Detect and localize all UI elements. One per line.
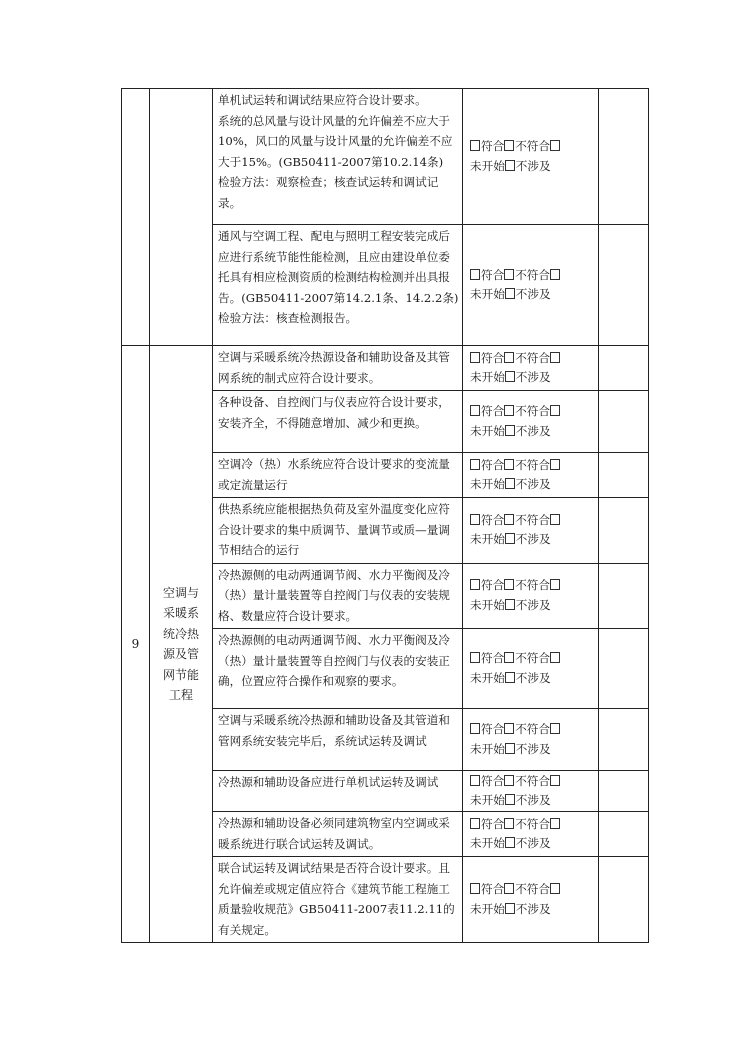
conform-checkbox[interactable] — [470, 579, 480, 590]
requirement-cell: 冷热源侧的电动两通调节阀、水力平衡阀及冷（热）量计量装置等自控阀门与仪表的安装正确，位置应符合操作和观察的要求。 — [213, 629, 463, 709]
requirement-cell: 空调与采暖系统冷热源设备和辅助设备及其管网系统的制式应符合设计要求。 — [213, 346, 463, 391]
not-started-label: 未开始 — [470, 670, 505, 685]
requirement-cell: 冷热源侧的电动两通调节阀、水力平衡阀及冷（热）量计量装置等自控阀门与仪表的安装规格、数量应符合设计要求。 — [213, 563, 463, 629]
conform-label: 符合 — [481, 457, 505, 472]
not-started-label: 未开始 — [470, 370, 505, 384]
conform-label: 符合 — [481, 773, 505, 788]
not-started-label: 未开始 — [470, 423, 505, 438]
not-conform-label: 不符合 — [515, 882, 550, 896]
not-conform-checkbox[interactable] — [504, 818, 514, 829]
not-applicable-checkbox[interactable] — [505, 160, 515, 171]
not-started-checkbox[interactable] — [550, 579, 560, 590]
remarks-cell — [599, 225, 649, 346]
conform-checkbox[interactable] — [470, 140, 480, 151]
not-started-checkbox[interactable] — [550, 352, 560, 363]
not-started-checkbox[interactable] — [550, 514, 560, 525]
not-started-label: 未开始 — [470, 532, 505, 547]
not-started-label: 未开始 — [470, 597, 505, 612]
not-conform-label: 不符合 — [515, 139, 550, 153]
conform-label: 符合 — [481, 404, 505, 418]
section-number: 9 — [122, 346, 150, 943]
not-applicable-label: 不涉及 — [515, 423, 551, 438]
status-options — [463, 709, 599, 771]
not-applicable-label: 不涉及 — [515, 370, 551, 384]
not-started-checkbox[interactable] — [550, 723, 560, 734]
requirement-cell: 空调与采暖系统冷热源和辅助设备及其管道和管网系统安装完毕后，系统试运转及调试 — [213, 709, 463, 771]
not-applicable-label: 不涉及 — [515, 158, 551, 173]
status-options — [463, 346, 599, 391]
not-started-checkbox[interactable] — [550, 775, 560, 786]
category-cell-empty — [150, 89, 213, 346]
status-options — [463, 563, 599, 629]
not-started-checkbox[interactable] — [550, 140, 560, 151]
conform-label: 符合 — [481, 267, 505, 282]
not-started-checkbox[interactable] — [550, 883, 560, 894]
not-applicable-checkbox[interactable] — [505, 903, 515, 914]
remarks-cell — [599, 857, 649, 943]
status-options — [463, 629, 599, 709]
not-started-checkbox[interactable] — [550, 459, 560, 470]
status-options — [463, 453, 599, 498]
conform-checkbox[interactable] — [470, 514, 480, 525]
conform-checkbox[interactable] — [470, 459, 480, 470]
requirement-cell: 联合试运转及调试结果是否符合设计要求。且允许偏差或规定值应符合《建筑节能工程施工质量验收规范》GB50411-2007表11.2.11的有关规定。 — [213, 857, 463, 943]
conform-checkbox[interactable] — [470, 652, 480, 663]
conform-label: 符合 — [481, 816, 505, 831]
not-applicable-label: 不涉及 — [515, 836, 551, 850]
conform-checkbox[interactable] — [470, 405, 480, 416]
not-applicable-label: 不涉及 — [515, 597, 551, 612]
remarks-cell — [599, 453, 649, 498]
conform-label: 符合 — [481, 578, 505, 593]
not-conform-checkbox[interactable] — [504, 269, 514, 280]
conform-checkbox[interactable] — [470, 775, 480, 786]
requirement-cell: 冷热源和辅助设备应进行单机试运转及调试 — [213, 771, 463, 812]
not-conform-checkbox[interactable] — [504, 459, 514, 470]
status-options — [463, 225, 599, 346]
not-applicable-checkbox[interactable] — [505, 837, 515, 848]
remarks-cell — [599, 771, 649, 812]
not-applicable-checkbox[interactable] — [505, 599, 515, 610]
remarks-cell — [599, 89, 649, 225]
not-applicable-label: 不涉及 — [515, 532, 551, 547]
not-applicable-label: 不涉及 — [515, 741, 551, 756]
status-options — [463, 857, 599, 943]
not-applicable-label: 不涉及 — [515, 287, 551, 301]
conform-label: 符合 — [481, 512, 505, 527]
conform-checkbox[interactable] — [470, 352, 480, 363]
remarks-cell — [599, 812, 649, 857]
not-conform-checkbox[interactable] — [504, 883, 514, 894]
not-conform-checkbox[interactable] — [504, 140, 514, 151]
requirement-cell: 供热系统应能根据热负荷及室外温度变化应符合设计要求的集中质调节、量调节或质—量调节相结合的运行 — [213, 498, 463, 564]
not-applicable-checkbox[interactable] — [505, 743, 515, 754]
not-applicable-checkbox[interactable] — [505, 672, 515, 683]
not-conform-label: 不符合 — [515, 651, 550, 665]
requirement-cell: 冷热源和辅助设备必须同建筑物室内空调或采暖系统进行联合试运转及调试。 — [213, 812, 463, 857]
not-conform-label: 不符合 — [515, 404, 550, 418]
not-applicable-label: 不涉及 — [515, 670, 551, 685]
category-name: 空调与 采暖系 统冷热 源及管 网节能 工程 — [150, 346, 213, 943]
not-started-label: 未开始 — [470, 158, 505, 173]
not-applicable-checkbox[interactable] — [505, 794, 515, 805]
not-started-checkbox[interactable] — [550, 818, 560, 829]
table-row — [122, 346, 649, 391]
not-applicable-checkbox[interactable] — [505, 371, 515, 382]
not-started-label: 未开始 — [470, 793, 505, 807]
not-applicable-checkbox[interactable] — [505, 478, 515, 489]
conform-label: 符合 — [481, 139, 505, 153]
not-conform-checkbox[interactable] — [504, 775, 514, 786]
not-applicable-checkbox[interactable] — [505, 425, 515, 436]
requirement-cell: 单机试运转和调试结果应符合设计要求。 系统的总风量与设计风量的允许偏差不应大于10%，风口的风量与设计风量的允许偏差不应大于15%。(GB50411-2007第10.2.14条) 检验方法：观察检查；核查试运转和调试记录。 — [213, 89, 463, 225]
not-started-label: 未开始 — [470, 477, 505, 491]
not-started-label: 未开始 — [470, 901, 505, 916]
remarks-cell — [599, 346, 649, 391]
not-conform-checkbox[interactable] — [504, 352, 514, 363]
not-conform-label: 不符合 — [515, 578, 550, 593]
conform-label: 符合 — [481, 350, 505, 365]
remarks-cell — [599, 709, 649, 771]
not-applicable-label: 不涉及 — [515, 477, 551, 491]
not-started-label: 未开始 — [470, 741, 505, 756]
conform-checkbox[interactable] — [470, 883, 480, 894]
conform-checkbox[interactable] — [470, 818, 480, 829]
not-conform-label: 不符合 — [515, 722, 550, 736]
not-conform-label: 不符合 — [515, 816, 550, 831]
remarks-cell — [599, 391, 649, 453]
not-conform-label: 不符合 — [515, 457, 550, 472]
conform-label: 符合 — [481, 722, 505, 736]
not-applicable-checkbox[interactable] — [505, 533, 515, 544]
not-conform-checkbox[interactable] — [504, 514, 514, 525]
status-options — [463, 812, 599, 857]
status-options — [463, 391, 599, 453]
not-conform-checkbox[interactable] — [504, 723, 514, 734]
remarks-cell — [599, 563, 649, 629]
table-row — [122, 89, 649, 225]
not-applicable-label: 不涉及 — [515, 793, 551, 807]
not-conform-label: 不符合 — [515, 267, 550, 282]
requirement-cell: 通风与空调工程、配电与照明工程安装完成后应进行系统节能性能检测，且应由建设单位委托具有相应检测资质的检测结构检测并出具报告。(GB50411-2007第14.2.1条、14.2.2条) 检验方法：核查检测报告。 — [213, 225, 463, 346]
conform-checkbox[interactable] — [470, 723, 480, 734]
not-started-label: 未开始 — [470, 287, 505, 301]
not-started-checkbox[interactable] — [550, 652, 560, 663]
not-applicable-label: 不涉及 — [515, 901, 551, 916]
requirement-cell: 空调冷（热）水系统应符合设计要求的变流量或定流量运行 — [213, 453, 463, 498]
status-options — [463, 771, 599, 812]
conform-checkbox[interactable] — [470, 269, 480, 280]
not-started-label: 未开始 — [470, 836, 505, 850]
remarks-cell — [599, 629, 649, 709]
inspection-table — [121, 88, 649, 943]
not-conform-label: 不符合 — [515, 773, 550, 788]
requirement-cell: 各种设备、自控阀门与仪表应符合设计要求，安装齐全，不得随意增加、减少和更换。 — [213, 391, 463, 453]
not-started-checkbox[interactable] — [550, 269, 560, 280]
not-conform-checkbox[interactable] — [504, 405, 514, 416]
conform-label: 符合 — [481, 651, 505, 665]
status-options — [463, 89, 599, 225]
not-conform-checkbox[interactable] — [504, 579, 514, 590]
not-conform-checkbox[interactable] — [504, 652, 514, 663]
remarks-cell — [599, 498, 649, 564]
section-number-cell-empty — [122, 89, 150, 346]
not-started-checkbox[interactable] — [550, 405, 560, 416]
not-conform-label: 不符合 — [515, 350, 550, 365]
not-applicable-checkbox[interactable] — [505, 288, 515, 299]
not-conform-label: 不符合 — [515, 512, 550, 527]
status-options — [463, 498, 599, 564]
conform-label: 符合 — [481, 882, 505, 896]
